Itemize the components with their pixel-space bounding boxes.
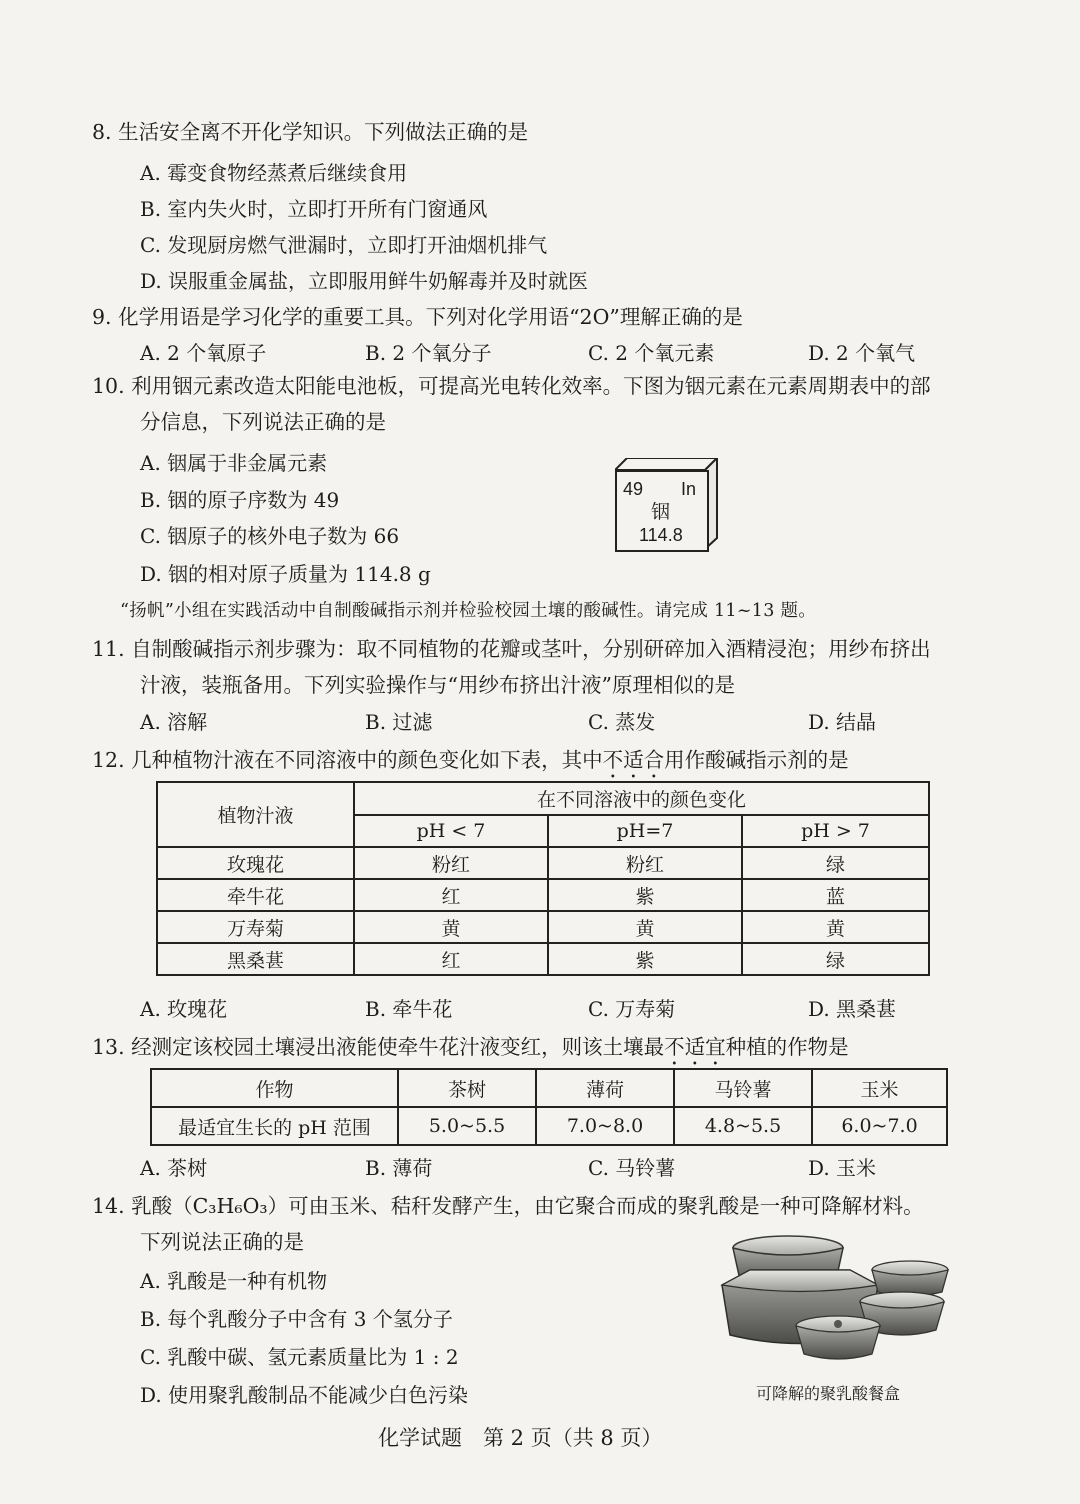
table-cell: 蓝 (742, 879, 929, 911)
table-cell: 6.0~7.0 (812, 1107, 947, 1145)
table-cell: 马铃薯 (674, 1069, 812, 1107)
q12-stem-post: 用作酸碱指示剂的是 (664, 748, 849, 772)
q11-stem-line1: 11. 自制酸碱指示剂步骤为：取不同植物的花瓣或茎叶，分别研碎加入酒精浸泡；用纱布挤出 (92, 637, 931, 661)
q13-stem-pre: 13. 经测定该校园土壤浸出液能使牵牛花汁液变红，则该土壤最 (92, 1035, 665, 1059)
q13-stem-emphasis: 不适宜 (664, 1035, 726, 1059)
q14-option-c: C. 乳酸中碳、氢元素质量比为 1 : 2 (140, 1345, 459, 1369)
q12-option-a: A. 玫瑰花 (140, 997, 228, 1021)
q10-option-c: C. 铟原子的核外电子数为 66 (140, 524, 400, 548)
q11-option-d: D. 结晶 (808, 710, 877, 734)
table-cell: 薄荷 (536, 1069, 674, 1107)
q9-stem: 9. 化学用语是学习化学的重要工具。下列对化学用语“2O”理解正确的是 (92, 305, 743, 329)
q9-option-a: A. 2 个氧原子 (140, 341, 267, 365)
q9-option-b: B. 2 个氧分子 (365, 341, 492, 365)
q9-option-d: D. 2 个氧气 (808, 341, 916, 365)
element-mass: 114.8 (639, 525, 683, 545)
table-cell: 黄 (548, 911, 742, 943)
q12-header-plant: 植物汁液 (157, 782, 354, 847)
table-cell: 黄 (354, 911, 548, 943)
q8-option-c: C. 发现厨房燃气泄漏时，立即打开油烟机排气 (140, 233, 548, 257)
q12-stem (92, 747, 849, 783)
element-card-3d-edge (615, 458, 717, 470)
table-cell: 作物 (151, 1069, 398, 1107)
q14-option-a: A. 乳酸是一种有机物 (140, 1269, 328, 1293)
q8-stem: 8. 生活安全离不开化学知识。下列做法正确的是 (92, 120, 529, 144)
q8-option-a: A. 霉变食物经蒸煮后继续食用 (140, 161, 408, 185)
section-intro: “扬帆”小组在实践活动中自制酸碱指示剂并检验校园土壤的酸碱性。请完成 11~13 题。 (120, 601, 817, 621)
table-cell: 最适宜生长的 pH 范围 (151, 1107, 398, 1145)
table-cell: 黄 (742, 911, 929, 943)
table-cell: 4.8~5.5 (674, 1107, 812, 1145)
element-symbol: In (681, 479, 697, 499)
q13-option-c: C. 马铃薯 (588, 1156, 676, 1180)
food-container-caption: 可降解的聚乳酸餐盒 (756, 1384, 901, 1403)
q10-option-b: B. 铟的原子序数为 49 (140, 488, 340, 512)
table-cell: 玫瑰花 (157, 847, 354, 879)
table-row (157, 943, 929, 975)
q14-stem-line2: 下列说法正确的是 (140, 1230, 304, 1254)
q8-option-b: B. 室内失火时，立即打开所有门窗通风 (140, 197, 488, 221)
q12-subheader-acid: pH < 7 (354, 815, 548, 847)
q12-option-c: C. 万寿菊 (588, 997, 676, 1021)
q13-option-a: A. 茶树 (140, 1156, 208, 1180)
food-container-image (710, 1230, 960, 1370)
table-row (157, 911, 929, 943)
q10-option-d: D. 铟的相对原子质量为 114.8 g (140, 562, 431, 586)
q8-option-d: D. 误服重金属盐，立即服用鲜牛奶解毒并及时就医 (140, 269, 589, 293)
q12-header-group: 在不同溶液中的颜色变化 (354, 782, 929, 815)
q12-option-d: D. 黑桑葚 (808, 997, 897, 1021)
q10-stem-line1: 10. 利用铟元素改造太阳能电池板，可提高光电转化效率。下图为铟元素在元素周期表中的部 (92, 374, 931, 398)
table-cell: 茶树 (398, 1069, 536, 1107)
table-cell: 红 (354, 943, 548, 975)
q10-option-a: A. 铟属于非金属元素 (140, 451, 328, 475)
q13-option-d: D. 玉米 (808, 1156, 877, 1180)
table-cell: 牵牛花 (157, 879, 354, 911)
table-cell: 粉红 (354, 847, 548, 879)
table-cell: 粉红 (548, 847, 742, 879)
q12-stem-emphasis: 不适合 (602, 748, 665, 772)
q14-option-b: B. 每个乳酸分子中含有 3 个氢分子 (140, 1307, 453, 1331)
q13-stem (92, 1034, 849, 1070)
element-card (615, 470, 709, 552)
table-cell: 绿 (742, 847, 929, 879)
q13-option-b: B. 薄荷 (365, 1156, 433, 1180)
q13-table (150, 1068, 948, 1146)
table-row (151, 1107, 947, 1145)
q11-option-c: C. 蒸发 (588, 710, 656, 734)
table-row (151, 1069, 947, 1107)
table-cell: 红 (354, 879, 548, 911)
element-name: 铟 (651, 501, 671, 523)
table-row (157, 879, 929, 911)
q11-option-a: A. 溶解 (140, 710, 208, 734)
q10-stem-line2: 分信息，下列说法正确的是 (140, 410, 386, 434)
table-cell: 万寿菊 (157, 911, 354, 943)
table-cell: 紫 (548, 943, 742, 975)
q12-option-b: B. 牵牛花 (365, 997, 453, 1021)
table-cell: 7.0~8.0 (536, 1107, 674, 1145)
page-footer: 化学试题 第 2 页（共 8 页） (378, 1426, 663, 1450)
q14-option-d: D. 使用聚乳酸制品不能减少白色污染 (140, 1383, 469, 1407)
q12-table (156, 781, 930, 976)
q12-stem-pre: 12. 几种植物汁液在不同溶液中的颜色变化如下表，其中 (92, 748, 603, 772)
table-cell: 黑桑葚 (157, 943, 354, 975)
table-row (157, 847, 929, 879)
element-atomic-number: 49 (623, 479, 644, 499)
table-cell: 5.0~5.5 (398, 1107, 536, 1145)
q14-stem-line1: 14. 乳酸（C₃H₆O₃）可由玉米、秸秆发酵产生，由它聚合而成的聚乳酸是一种可降解材料。 (92, 1194, 924, 1218)
table-cell: 绿 (742, 943, 929, 975)
table-cell: 紫 (548, 879, 742, 911)
q11-stem-line2: 汁液，装瓶备用。下列实验操作与“用纱布挤出汁液”原理相似的是 (140, 673, 735, 697)
table-cell: 玉米 (812, 1069, 947, 1107)
q13-stem-post: 种植的作物是 (725, 1035, 849, 1059)
q12-subheader-base: pH > 7 (742, 815, 929, 847)
q12-subheader-neutral: pH=7 (548, 815, 742, 847)
q11-option-b: B. 过滤 (365, 710, 433, 734)
q9-option-c: C. 2 个氧元素 (588, 341, 715, 365)
